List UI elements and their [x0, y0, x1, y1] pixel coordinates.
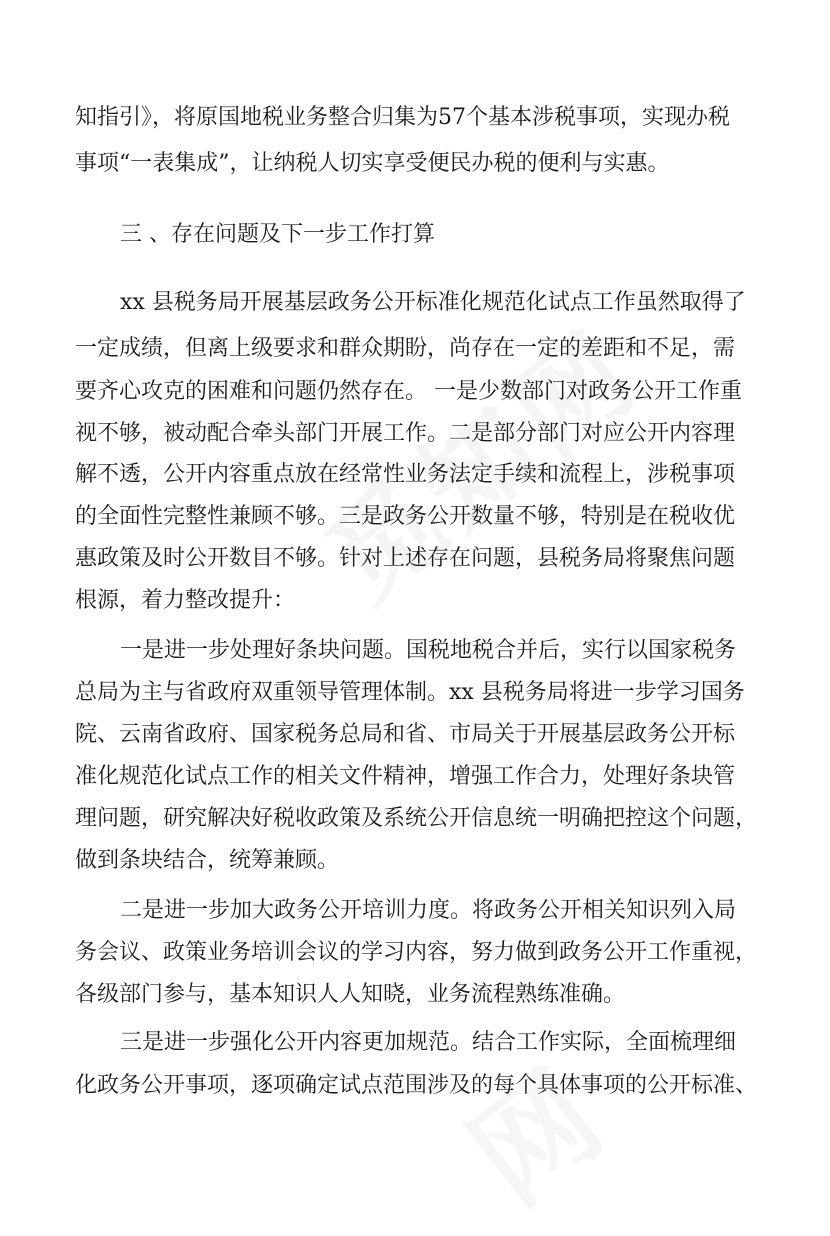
body-line: 知指引》，将原国地税业务整合归集为57个基本涉税事项，实现办税 [75, 105, 730, 130]
body-line: 惠政策及时公开数目不够。针对上述存在问题，县税务局将聚焦问题 [75, 546, 736, 571]
paragraph-first-line: 一是进一步处理好条块问题。国税地税合并后，实行以国家税务 [120, 638, 737, 663]
body-line: 要齐心攻克的困难和问题仍然存在。 一是少数部门对政务公开工作重 [75, 379, 742, 404]
body-line: 的全面性完整性兼顾不够。三是政务公开数量不够，特别是在税收优 [75, 504, 736, 529]
paragraph-first-line: 三是进一步强化公开内容更加规范。结合工作实际，全面梳理细 [120, 1030, 737, 1055]
body-line: 化政务公开事项，逐项确定试点范围涉及的每个具体事项的公开标准、 [75, 1073, 758, 1098]
body-line: 院、云南省政府、国家税务总局和省、市局关于开展基层政务公开标 [75, 722, 736, 747]
body-line: 视不够，被动配合牵头部门开展工作。二是部分部门对应公开内容理 [75, 421, 736, 446]
body-line: 解不透，公开内容重点放在经常性业务法定手续和流程上，涉税事项 [75, 462, 736, 487]
paragraph-first-line: 二是进一步加大政务公开培训力度。将政务公开相关知识列入局 [120, 898, 737, 923]
body-line: 各级部门参与，基本知识人人知晓，业务流程熟练准确。 [75, 982, 626, 1007]
body-line: 根源，着力整改提升： [75, 588, 296, 613]
body-line: 做到条块结合，统筹兼顾。 [75, 848, 340, 873]
body-line: 事项“一表集成”，让纳税人切实享受便民办税的便利与实惠。 [75, 151, 670, 176]
paragraph-first-line: xx 县税务局开展基层政务公开标准化规范化试点工作虽然取得了 [120, 290, 746, 315]
body-line: 务会议、政策业务培训会议的学习内容，努力做到政务公开工作重视， [75, 940, 758, 965]
body-line: 一定成绩，但离上级要求和群众期盼，尚存在一定的差距和不足，需 [75, 336, 736, 361]
body-line: 总局为主与省政府双重领导管理体制。xx 县税务局将进一步学习国务 [75, 680, 745, 705]
body-line: 理问题，研究解决好税收政策及系统公开信息统一明确把控这个问题， [75, 806, 758, 831]
body-line: 准化规范化试点工作的相关文件精神，增强工作合力，处理好条块管 [75, 764, 736, 789]
section-heading: 三 、存在问题及下一步工作打算 [120, 222, 435, 247]
